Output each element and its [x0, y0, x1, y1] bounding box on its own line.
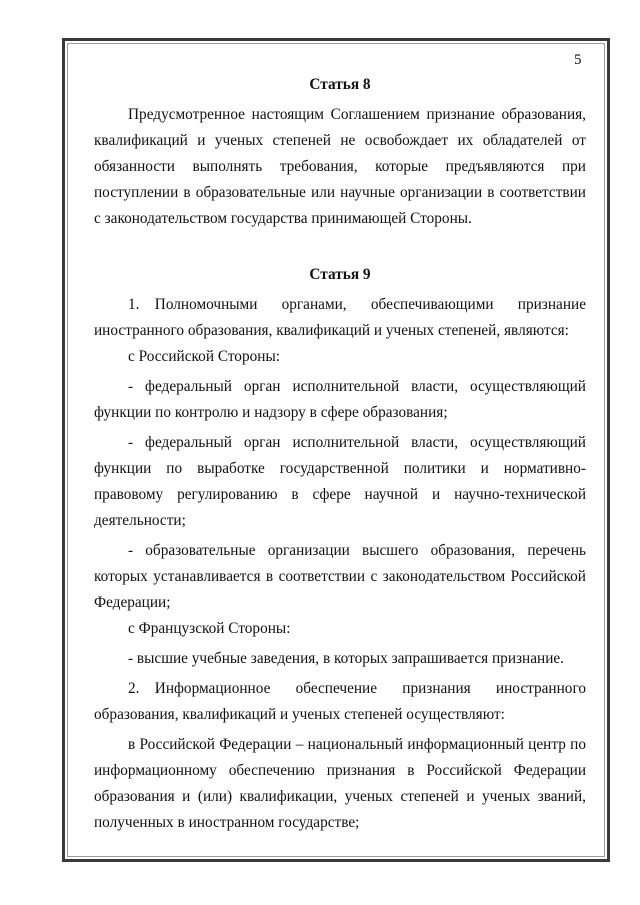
russian-authority-item-3: - образовательные организации высшего образования, перечень которых устанавливается в соответствии с законодательством Российской Федерации;: [94, 542, 586, 611]
russian-authority-item-2: - федеральный орган исполнительной власти, осуществляющий функции по выработке государственной политики и нормативно-правовому регулированию в сфере научной и научно-технической деятельности;: [94, 434, 586, 529]
article-9-heading: Статья 9: [309, 266, 371, 283]
document-body: [94, 62, 586, 836]
russian-information-center: в Российской Федерации – национальный информационный центр по информационному обеспечению признания в Российской Федерации образования и (или) квалификации, ученых степеней и ученых званий, полученных в иностранном государстве;: [94, 736, 586, 831]
article-9-clause-2: 2. Информационное обеспечение признания иностранного образования, квалификаций и ученых степеней осуществляют:: [94, 680, 586, 723]
russian-side-label: с Российской Стороны:: [128, 348, 280, 365]
article-8-heading: Статья 8: [309, 76, 371, 93]
french-side-label: с Французской Стороны:: [128, 620, 291, 637]
page-number: 5: [574, 52, 582, 68]
article-8-paragraph: Предусмотренное настоящим Соглашением признание образования, квалификаций и ученых степеней не освобождает их обладателей от обязанности выполнять требования, которые предъявляются при поступлении в образовательные или научные организации в соответствии с законодательством государства принимающей Стороны.: [94, 106, 586, 227]
french-authority-item: - высшие учебные заведения, в которых запрашивается признание.: [128, 650, 565, 667]
article-9-clause-1: 1. Полномочными органами, обеспечивающими признание иностранного образования, квалификаций и ученых степеней, являются:: [94, 296, 586, 339]
russian-authority-item-1: - федеральный орган исполнительной власти, осуществляющий функции по контролю и надзору в сфере образования;: [94, 378, 586, 421]
